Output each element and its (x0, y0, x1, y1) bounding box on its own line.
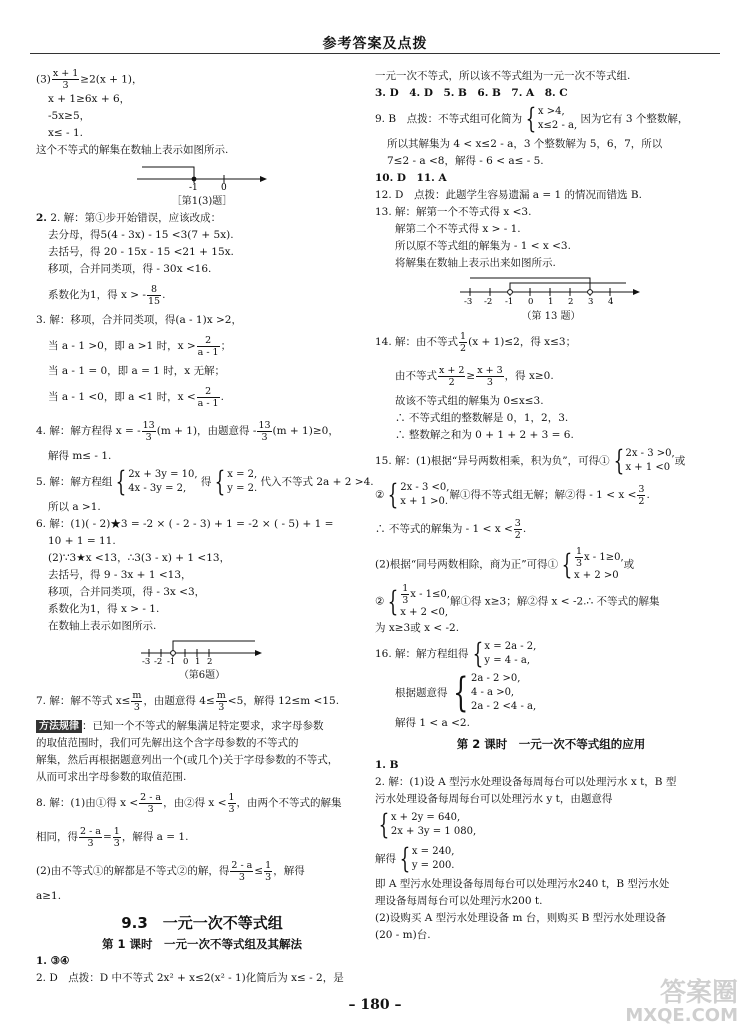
text-line: 解得 1 < a <2. (395, 717, 470, 729)
text-line: 这个不等式的解集在数轴上表示如图所示. (36, 144, 229, 156)
header-rule (30, 53, 720, 54)
q2-line5: 系数化为1，得 x > - $\frac{8}{15}$ . (48, 283, 166, 307)
svg-text:2: 2 (207, 657, 213, 665)
svg-text:-1: -1 (505, 297, 514, 306)
q15-line3: ∴ 不等式的解集为 - 1 < x < $\frac{3}{2}$ . (375, 517, 527, 541)
svg-text:3: 3 (588, 297, 594, 306)
svg-text:0: 0 (528, 297, 534, 306)
text-line: 当 a - 1 = 0，即 a = 1 时，x 无解； (48, 365, 226, 377)
text-line: a≥1. (36, 890, 62, 902)
text-line: ∴ 整数解之和为 0 + 1 + 2 + 3 = 6. (395, 429, 574, 441)
text-line: 所以原不等式组的解集为 - 1 < x <3. (395, 240, 571, 252)
q3-line4: 当 a - 1 <0，即 a <1 时，x < $\frac{2}{a - 1}$ . (48, 385, 224, 409)
number-line-q6 (137, 637, 267, 665)
svg-text:-3: -3 (142, 657, 151, 665)
watermark-url: MXQE.COM (625, 1005, 738, 1026)
q7-line: 7. 解：解不等式 x≤ $\frac{m}{3}$ ，由题意得 4≤ $\frac{m}{3}$ <5，解得 12≤m <15. (36, 689, 340, 713)
text-line: 在数轴上表示如图所示. (48, 620, 157, 632)
text-line: 一元一次不等式，所以该不等式组为一元一次不等式组. (375, 70, 631, 82)
lesson-title: 第 1 课时 一元一次不等式组及其解法 (101, 937, 302, 951)
q8-line2: 相同，得 $\frac{2 - a}{3}$ = $\frac{1}{3}$ ，解得 a = 1. (36, 825, 189, 849)
text-line: 去分母，得5(4 - 3x) - 15 <3(7 + 5x). (48, 229, 234, 241)
right-column (375, 68, 727, 944)
text-line: 13. 解：解第一个不等式得 x <3. (375, 206, 532, 218)
page-header (0, 0, 750, 55)
watermark-logo: 答案圈 (659, 978, 738, 1008)
q15-line1: 15. 解：(1)根据“异号两数相乘，积为负”，可得① { 2x - 3 >0, x + 1 <0或 (375, 444, 686, 477)
text-line: 故该不等式组的解集为 0≤x≤3. (395, 395, 544, 407)
method-line1: 方法规律 ：已知一个不等式的解集满足特定要求，求字母参数 (36, 718, 368, 735)
text-line: 2. D 点拨：D 中不等式 2x² + x≤2(x² - 1)化简后为 x≤ - 2，是 (36, 972, 344, 984)
text-line: 解第二个不等式得 x > - 1. (395, 223, 521, 235)
q8-line1: 8. 解：(1)由①得 x < $\frac{2 - a}{3}$ ，由②得 x < $\frac{1}{3}$ ，由两个不等式的解集 (36, 791, 342, 815)
text-line: 移项，合并同类项，得 - 3x <3， (48, 586, 206, 598)
figure-caption: ［第1(3)题］ (171, 196, 233, 207)
text-line: 1. B (375, 759, 399, 771)
number-line-q1-3 (132, 161, 272, 191)
text-line: (2)设购买 A 型污水处理设备 m 台，则购买 B 型污水处理设备 (375, 912, 667, 924)
text-line: x≤ - 1. (48, 127, 83, 139)
text-line: 理设备每周每台可以处理污水200 t. (375, 895, 543, 907)
text-line: 解得 m≤ - 1. (48, 450, 112, 462)
figure-caption: （第6题） (178, 670, 226, 681)
text-line: 移项，合并同类项，得 - 30x <16. (48, 263, 212, 275)
svg-text:-1: -1 (167, 657, 176, 665)
q5-line1: 5. 解：解方程组 { 2x + 3y = 10, 4x - 3y = 2, 得 { x = 2, y = 2. 代入不等式 2a + 2 >4. (36, 465, 374, 498)
text-line: 所以 a >1. (48, 501, 101, 513)
text-line: 为 x≥3或 x < -2. (375, 622, 460, 634)
text-line: 的取值范围时，我们可先解出这个含字母参数的不等式的 (36, 737, 299, 749)
method-badge: 方法规律 (36, 720, 82, 733)
text-line: 12. D 点拨：此题学生容易遗漏 a = 1 的情况而错选 B. (375, 189, 642, 201)
text-line: (20 - m)台. (375, 929, 431, 941)
q8-line3: (2)由不等式①的解都是不等式②的解，得 $\frac{2 - a}{3}$ ≤ $\frac{1}{3}$ ，解得 (36, 859, 305, 883)
q2-line1: 2. 2. 解：第①步开始错误，应该改成： (36, 212, 222, 224)
text-line: -5x≥5， (48, 110, 91, 122)
page-title: 参考答案及点拨 (322, 36, 428, 52)
svg-text:0: 0 (183, 657, 189, 665)
text-line: 即 A 型污水处理设备每周每台可以处理污水240 t，B 型污水处 (375, 878, 670, 890)
text-line: 3. D 4. D 5. B 6. B 7. A 8. C (375, 87, 568, 99)
text-line: 解集，然后再根据题意列出一个(或几个)关于字母参数的不等式， (36, 754, 339, 766)
q15-line5: ② { $\frac{1}{3}$ x - 1≤0, x + 2 <0,解①得 x≥3；解②得 x < -2.∴ 不等式的解集 (375, 583, 660, 618)
figure-caption: （第 13 题） (521, 311, 581, 322)
q15-line2: ② { 2x - 3 <0, x + 1 >0.解①得不等式组无解；解②得 - 1 < x < $\frac{3}{2}$ . (375, 478, 650, 511)
lesson-title: 第 2 课时 一元一次不等式组的应用 (456, 737, 646, 751)
fraction: $\frac{x + 1}{3}$ (52, 68, 79, 91)
svg-text:-2: -2 (484, 297, 493, 306)
page-number: – 180 – (348, 997, 402, 1013)
text-line: 7≤2 - a <8，解得 - 6 < a≤ - 5. (387, 155, 544, 167)
q15-line4: (2)根据“同号两数相除，商为正”可得① { $\frac{1}{3}$ x - 1≥0, x + 2 >0或 (375, 546, 635, 581)
q1-3-line1: (3) $\frac{x + 1}{3}$ ≥2(x + 1)， (36, 68, 143, 91)
q9-line1: 9. B 点拨：不等式组可化简为 { x >4, x≤2 - a, 因为它有 3 个整数解， (375, 102, 689, 135)
q3-line2: 当 a - 1 >0，即 a >1 时，x > $\frac{2}{a - 1}$ ； (48, 334, 232, 358)
text-line: 3. 解：移项，合并同类项，得(a - 1)x >2， (36, 314, 242, 326)
text-line: 1. ③④ (36, 955, 70, 967)
q16-line2: 根据题意得 { 2a - 2 >0, 4 - a >0, 2a - 2 <4 - a, (395, 670, 537, 716)
svg-text:4: 4 (608, 297, 614, 306)
text-line: 6. 解：(1)( - 2)★3 = -2 × ( - 2 - 3) + 1 = -2 × ( - 5) + 1 = (36, 518, 334, 530)
section-title: 9.3 一元一次不等式组 (121, 914, 283, 932)
text-line: 2. 解：(1)设 A 型污水处理设备每周每台可以处理污水 x t，B 型 (375, 776, 677, 788)
text-line: 污水处理设备每周每台可以处理污水 y t，由题意得 (375, 793, 613, 805)
left-column (36, 68, 374, 987)
text-line: 10. D 11. A (375, 172, 447, 184)
svg-text:1: 1 (548, 297, 554, 306)
text-line: 从而可求出字母参数的取值范围. (36, 771, 187, 783)
q4-line1: 4. 解：解方程得 x = - $\frac{13}{3}$ (m + 1)，由题意得 - $\frac{13}{3}$ (m + 1)≥0， (36, 419, 339, 443)
svg-text:-2: -2 (154, 657, 163, 665)
text-line: 所以其解集为 4 < x≤2 - a，3 个整数解为 5，6，7，所以 (387, 138, 663, 150)
text-line: 10 + 1 = 11. (48, 535, 116, 547)
q14-line1: 14. 解：由不等式 $\frac{1}{2}$ (x + 1)≤2，得 x≤3； (375, 330, 577, 354)
svg-text:1: 1 (195, 657, 201, 665)
text-line: (2)∵3★x <13，∴3(3 - x) + 1 <13， (48, 552, 231, 564)
q14-line2: 由不等式 $\frac{x + 2}{2}$ ≥ $\frac{x + 3}{3}$ ，得 x≥0. (395, 364, 554, 388)
text-line: 去括号，得 20 - 15x - 15 <21 + 15x. (48, 246, 234, 258)
text-line: ∴ 不等式组的整数解是 0，1，2，3. (395, 412, 569, 424)
q16-line1: 16. 解：解方程组得 { x = 2a - 2, y = 4 - a, (375, 637, 537, 670)
number-line-q13 (456, 274, 646, 306)
text-line: 系数化为1，得 x > - 1. (48, 603, 160, 615)
text-line: 将解集在数轴上表示出来如图所示. (395, 257, 556, 269)
svg-text:0: 0 (221, 183, 227, 191)
svg-text:2: 2 (568, 297, 574, 306)
text-line: 去括号，得 9 - 3x + 1 <13， (48, 569, 192, 581)
l2-solve-line: 解得 { x = 240, y = 200. (375, 842, 455, 875)
svg-text:-3: -3 (464, 297, 473, 306)
svg-text:-1: -1 (189, 183, 198, 191)
l2-sys-line: { x + 2y = 640, 2x + 3y = 1 080, (378, 808, 477, 841)
text-line: x + 1≥6x + 6， (48, 93, 131, 105)
